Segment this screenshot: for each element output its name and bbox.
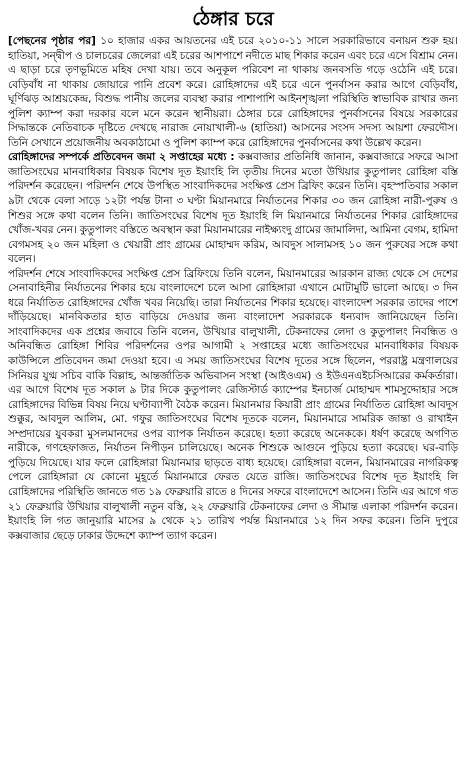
paragraph-text: কক্সবাজার প্রতিনিধি জানান, কক্সবাজারে সফরে আসা জাতিসংঘের মানবাধিকার বিষয়ক বিশেষ দূত ইয়াংহি লি তৃতীয় দিনের মতো উখিয়ার কুতুপালং রোহিঙ্গা বস্তি পরিদর্শন করেছেন। পরিদর্শন শেষে উপস্থিত সাংবাদিকদের সংক্ষিপ্ত প্রেস ব্রিফিং করেন তিনি। বৃহস্পতিবার সকাল ৯টা থেকে বেলা সাড়ে ১২টা পর্যন্ত টানা ৩ ঘণ্টা মিয়ানমারে নির্যাতনের শিকার ৩০ জন রোহিঙ্গা নারী-পুরুষ ও শিশুর সঙ্গে কথা বলেন তিনি। জাতিসংঘের বিশেষ দূত ইয়াংহি লি মিয়ানমারে নির্যাতনের শিকার রোহিঙ্গাদের খোঁজ-খবর নেন। কুতুপালং বস্তিতে অবস্থান করা মিয়ানমারের নাইক্ষ্যংদু গ্রামের জামালিদা, আমিনা বেগম, হামিদা বেগমসহ ২০ জন মহিলা ও খেয়ারী প্রাং গ্রামের মোহাম্মদ করিম, আবদুস সালামসহ ১০ জন পুরুষের সঙ্গে কথা বলেন। xyxy=(8,151,458,266)
subheading: রোহিঙ্গাদের সম্পর্কে প্রতিবেদন জমা ২ সপ্তাহের মধ্যে : xyxy=(8,151,235,164)
continuation-tag: [পেছনের পৃষ্ঠার পর] xyxy=(8,35,96,47)
paragraph-text: ১০ হাজার একর আয়তনের এই চরে ২০১০-১১ সালে সরকারিভাবে বনায়ন শুরু হয়। হাতিয়া, সন্দ্বীপ ও চালচরের জেলেরা এই চরের আশপাশে নদীতে মাছ শিকার করেন এবং চরে এসে বিশ্রাম নেন। এ ছাড়া চরে তৃণভূমিতে মহিষ দেখা যায়। তবে অনুকূল পরিবেশ না থাকায় জনবসতি গড়ে ওঠেনি এই চরে। বেড়িবাঁধ না থাকায় জোয়ারে পানি প্রবেশ করে। রোহিঙ্গাদের এই চরে এনে পুনর্বাসন করার আগে বেড়িবাঁধ, ঘূর্ণিঝড় আশ্রয়কেন্দ্র, বিশুদ্ধ পানীয় জলের ব্যবস্থা করার পাশাপাশি আইনশৃঙ্খলা পরিস্থিতি স্বাভাবিক রাখার জন্য পুলিশ ক্যাম্প করা দরকার বলে মনে করেন স্থানীয়রা। ঠেঙ্গার চরে রোহিঙ্গাদের পুনর্বাসনের বিষয়ে সরকারের সিদ্ধান্তকে নেতিবাচক দৃষ্টিতে দেখছে নারাজ নোয়াখালী-৬ (হাতিয়া) আসনের সংসদ সদস্য আয়শা ফেরদৌস। তিনি সেখানে প্রয়োজনীয় অবকাঠামো ও পুলিশ ক্যাম্প করে রোহিঙ্গাদের পুনর্বাসনের কথা উল্লেখ করেন। xyxy=(8,35,458,149)
article-headline: ঠেঙ্গার চরে xyxy=(192,8,274,30)
article-paragraph-3 xyxy=(8,267,458,543)
paragraph-text: পরিদর্শন শেষে সাংবাদিকদের সংক্ষিপ্ত প্রেস ব্রিফিংয়ে তিনি বলেন, মিয়ানমারের আরকান রাজ্য থেকে সে দেশের সেনাবাহিনীর নির্যাতনের শিকার হয়ে বাংলাদেশে চলে আসা রোহিঙ্গারা এখানে মোটামুটি ভালো আছে। ৩ দিন ধরে নির্যাতিত রোহিঙ্গাদের খোঁজ খবর নিয়েছি। তারা নির্যাতনের শিকার হয়েছে। বাংলাদেশ সরকার তাদের পাশে দাঁড়িয়েছে। মানবিকতার হাত বাড়িয়ে দেওয়ার জন্য বাংলাদেশ সরকারকে ধন্যবাদ জানিয়েছেন তিনি। সাংবাদিকদের এক প্রশ্নের জবাবে তিনি বলেন, উখিয়ার বালুখালী, টেকনাফের লেদা ও কুতুপালং নিবন্ধিত ও অনিবন্ধিত রোহিঙ্গা শিবির পরিদর্শনের ওপর আগামী ২ সপ্তাহের মধ্যে জাতিসংঘের মানবাধিকার বিষয়ক কাউন্সিলে প্রতিবেদন জমা দেওয়া হবে। এ সময় জাতিসংঘের বিশেষ দূতের সঙ্গে ছিলেন, পররাষ্ট্র মন্ত্রণালয়ের সিনিয়র যুগ্ম সচিব বাকি বিল্লাহ, আন্তর্জাতিক অভিবাসন সংস্থা (আইওএম) ও ইউএনএইচসিআরের কর্মকর্তারা। এর আগে বিশেষ দূত সকাল ৯ টার দিকে কুতুপালং রেজিস্টার্ড ক্যাম্পের ইনচার্জ মোহাম্মদ শামসুদ্দোহার সঙ্গে রোহিঙ্গাদের বিভিন্ন বিষয় নিয়ে ঘণ্টাব্যাপী বৈঠক করেন। মিয়ানমার কিয়ারী প্রাং গ্রামের নির্যাতিত রোহিঙ্গা আবদুস শুক্কুর, আবদুল আলিম, মো. গফুর জাতিসংঘের বিশেষ দূতকে বলেন, মিয়ানমারে সামরিক জান্তা ও রাখাইন সম্প্রদায়ের যুবকরা মুসলমানদের ওপর ব্যাপক নির্যাতন করেছে। হত্যা করেছে অনেককে। ধর্ষণ করেছে অগণিত নারীকে, গণহেফাজত, নির্যাতন নিপীড়ন চালিয়েছে। অনেক শিশুকে আগুনে পুড়িয়ে হত্যা করেছে। ঘর-বাড়ি পুড়িয়ে দিয়েছে। যার ফলে রোহিঙ্গারা মিয়ানমার ছাড়তে বাধ্য হয়েছে। রোহিঙ্গারা বলেন, মিয়ানমারের নাগরিকত্ব পেলে রোহিঙ্গারা যে কোনো মুহূর্তে মিয়ানমারে ফেরত যেতে রাজি। জাতিসংঘের বিশেষ দূত ইয়াংহি লি রোহিঙ্গাদের পরিস্থিতি জানতে গত ১৯ ফেব্রুয়ারি রাতে ৪ দিনের সফরে বাংলাদেশে আসেন। তিনি এর আগে গত ২১ ফেব্রুয়ারি উখিয়ার বালুখালী নতুন বস্তি, ২২ ফেব্রুয়ারি টেকনাফের লেদা ও সীমান্ত এলাকা পরিদর্শন করেন। ইয়াংহি লি গত জানুয়ারি মাসের ৯ থেকে ২১ তারিখ পর্যন্ত মিয়ানমারে ১২ দিন সফর করেন। তিনি দুপুরে কক্সবাজার ছেড়ে ঢাকার উদ্দেশে ক্যাম্প ত্যাগ করেন। xyxy=(8,267,458,542)
article-paragraph-2 xyxy=(8,150,458,266)
article-paragraph-1 xyxy=(8,34,458,150)
